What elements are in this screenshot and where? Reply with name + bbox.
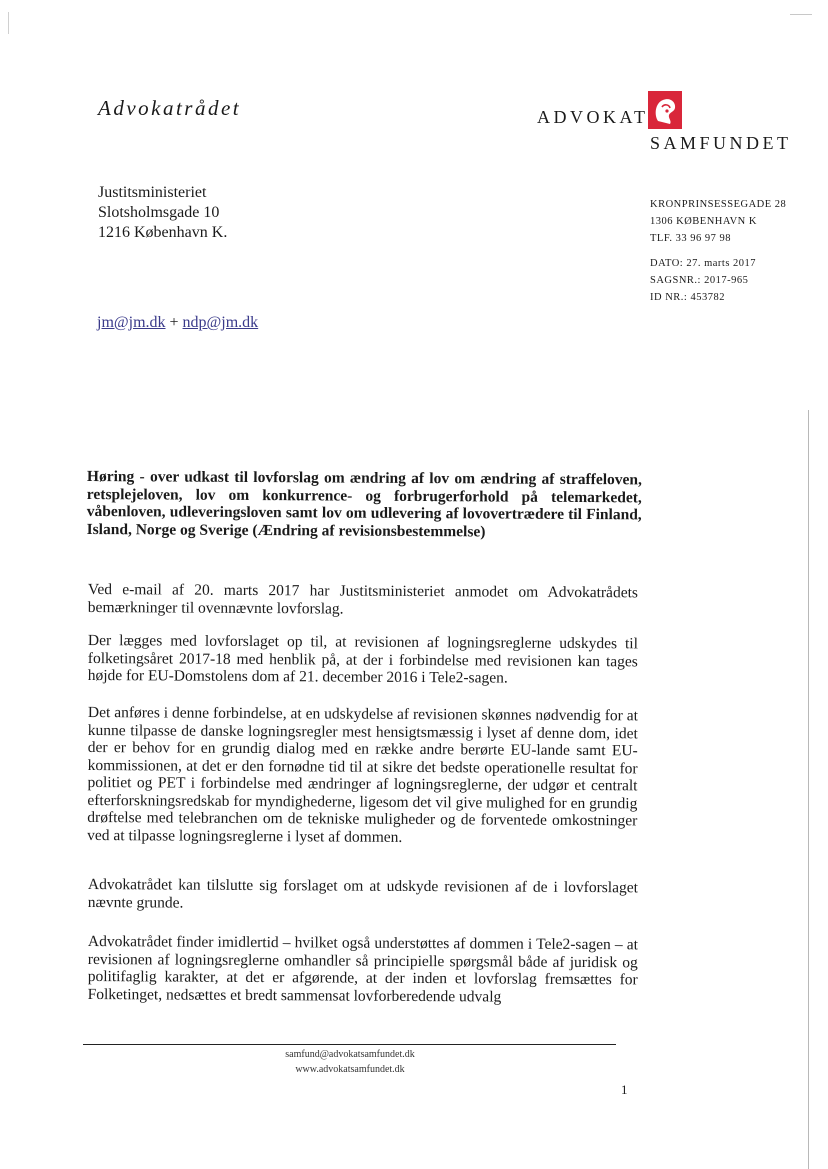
- email-link-jm[interactable]: jm@jm.dk: [97, 314, 166, 331]
- footer-website[interactable]: www.advokatsamfundet.dk: [295, 1064, 405, 1075]
- recipient-line: 1216 København K.: [98, 224, 228, 241]
- letter-subject: Høring - over udkast til lovforslag om ændring af lov om ændring af straffeloven, retsplejeloven, lov om konkurrence- og forbrugerforhold på telemarkedet, våbenloven, udleveringsloven samt lov om udlevering af lovovertrædere til Finland, Island, Norge og Sverige (Ændring af revisionsbestemmelse): [86, 468, 642, 540]
- contact-postal: 1306 KØBENHAVN K: [650, 216, 757, 227]
- letter-date: DATO: 27. marts 2017: [650, 258, 757, 269]
- case-number: SAGSNR.: 2017-965: [650, 275, 749, 286]
- id-number: ID NR.: 453782: [650, 292, 725, 303]
- contact-phone: TLF. 33 96 97 98: [650, 233, 731, 244]
- footer-email[interactable]: samfund@advokatsamfundet.dk: [285, 1049, 415, 1060]
- logo-text-samfundet: SAMFUNDET: [650, 133, 792, 153]
- email-link-ndp[interactable]: ndp@jm.dk: [182, 314, 259, 331]
- email-separator: +: [169, 314, 179, 331]
- paragraph-5: Advokatrådet finder imidlertid – hvilket også understøttes af dommen i Tele2-sagen – at revisionen af logningsreglerne omhandler så principielle spørgsmål både af juridisk og politifaglig karakter, at det er afgørende, at der inden et lovforslag fremsættes for Folketinget, nedsættes et bredt sammensat lovforberedende udvalg: [87, 933, 638, 1006]
- recipient-address: [98, 183, 227, 243]
- scan-artifact: [8, 12, 9, 34]
- paragraph-1: Ved e-mail af 20. marts 2017 har Justitsministeriet anmodet om Advokatrådets bemærkninger til ovennævnte lovforslag.: [87, 581, 638, 618]
- paragraph-3: Det anføres i denne forbindelse, at en udskydelse af revisionen skønnes nødvendig for at kunne tilpasse de danske logningsregler mest hensigtsmæssig i lyset af denne dom, idet der er behov for en grundig dialog med en række andre berørte EU-lande samt EU-kommissionen, at det er den fornødne tid til at sikre det bedste operationelle resultat for politiet og PET i forbindelse med ændringer af logningsreglerne, der udgør et centralt efterforskningsredskab for myndighederne, ligesom det vil give mulighed for en grundig drøftelse med telebranchen om de tekniske muligheder og de forventede omkostninger ved at tilpasse logningsreglerne i lyset af dommen.: [87, 704, 638, 846]
- contact-address: KRONPRINSESSEGADE 28: [650, 199, 787, 210]
- paragraph-2: Der lægges med lovforslaget op til, at revisionen af logningsreglerne udskydes til folketingsåret 2017-18 med henblik på, at der i forbindelse med revisionen kan tages højde for EU-Domstolens dom af 21. december 2016 i Tele2-sagen.: [87, 632, 638, 687]
- scan-edge-line: [808, 410, 809, 1169]
- scan-artifact: [790, 14, 812, 15]
- footer-divider: [83, 1044, 616, 1045]
- recipient-line: Slotsholmsgade 10: [98, 204, 220, 221]
- logo-text-advokat: ADVOKAT: [537, 107, 649, 127]
- recipient-emails: [97, 314, 258, 332]
- sender-contact-block: [650, 196, 786, 306]
- logo-emblem-icon: [648, 91, 682, 129]
- page-number: 1: [621, 1082, 628, 1097]
- sender-name: Advokatrådet: [98, 96, 242, 120]
- recipient-line: Justitsministeriet: [98, 184, 207, 201]
- paragraph-4: Advokatrådet kan tilslutte sig forslaget om at udskyde revisionen af de i lovforslaget nævnte grunde.: [87, 876, 638, 912]
